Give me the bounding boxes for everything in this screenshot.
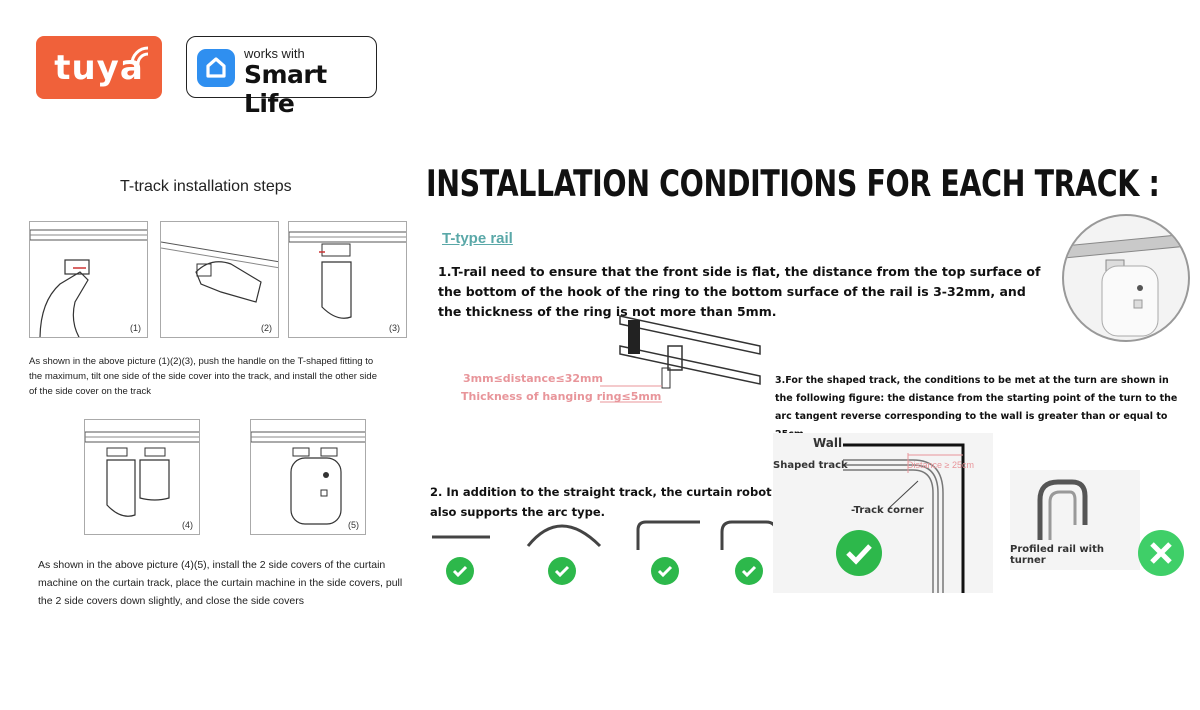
check-icon [735, 557, 763, 585]
step-3-illustration [288, 221, 407, 338]
step-4-illustration [84, 419, 200, 535]
distance-spec-label: 3mm≤distance≤32mm [463, 372, 603, 385]
condition-1-text: 1.T-rail need to ensure that the front side is flat, the distance from the top surface of the bottom of the hook of the ring to the bottom surface of the rail is 3-32mm, and the thickness of the ring is not more than 5mm. [438, 264, 1041, 319]
tuya-logo-text: tuya [54, 47, 144, 88]
step-1-drawing [30, 222, 148, 338]
step-2-drawing [161, 222, 279, 338]
distance-25cm-label: Distance ≥ 25cm [907, 460, 974, 470]
left-title: T-track installation steps [120, 178, 292, 195]
profiled-rail-drawing [1010, 470, 1140, 550]
profiled-rail-diagram [1010, 470, 1140, 570]
track-shapes [430, 510, 790, 560]
wall-label: Wall [813, 436, 843, 450]
check-icon [548, 557, 576, 585]
profiled-rail-label: Profiled rail with turner [1010, 544, 1104, 566]
l-track-shape [638, 522, 700, 550]
track-corner-label: -Track corner [851, 505, 924, 516]
wifi-arc-icon [128, 44, 152, 68]
shaped-track-check-icon [836, 530, 882, 576]
step-4-drawing [85, 420, 200, 535]
installation-conditions-title: INSTALLATION CONDITIONS FOR EACH TRACK : [426, 162, 1160, 205]
smart-life-home-icon [197, 49, 235, 87]
step-1-number: (1) [130, 323, 141, 333]
cross-icon [1138, 530, 1184, 576]
check-icon [651, 557, 679, 585]
shaped-track-diagram [773, 433, 993, 593]
step-3-number: (3) [389, 323, 400, 333]
curtain-robot-photo [1062, 214, 1190, 342]
step-1-illustration [29, 221, 148, 338]
condition-2-text: 2. In addition to the straight track, the curtain robot also supports the arc type. [430, 485, 772, 519]
check-icon [446, 557, 474, 585]
thickness-spec-label: Thickness of hanging ring≤5mm [461, 390, 662, 403]
step-5-drawing [251, 420, 366, 535]
step-2-illustration [160, 221, 279, 338]
arc-track-shape [528, 526, 600, 546]
step-5-number: (5) [348, 520, 359, 530]
step-3-drawing [289, 222, 407, 338]
u-track-shape [722, 522, 776, 550]
smart-life-badge [186, 36, 377, 118]
t-type-rail-heading: T-type rail [442, 230, 513, 247]
condition-3-text: 3.For the shaped track, the conditions to be met at the turn are shown in the following figure: the distance from the starting point of the turn to the arc tangent reverse corresponding to the wall is greater than or equal to [775, 375, 1178, 422]
curtain-robot-drawing [1064, 216, 1188, 340]
steps-4-5-description: As shown in the above picture (4)(5), install the 2 side covers of the curtain machine on the curtain track, place the curtain machine in the side covers, pull the 2 side covers down slightly, and close the side covers [38, 559, 403, 607]
step-5-illustration [250, 419, 366, 535]
steps-1-3-description: As shown in the above picture (1)(2)(3), push the handle on the T-shaped fitting to the maximum, tilt one side of the side cover into the track, and install the other side of the side cover on the track [29, 356, 377, 397]
tuya-logo [36, 36, 162, 99]
smart-life-small-text: works with [244, 46, 305, 61]
shaped-track-label: Shaped track [773, 460, 848, 471]
step-4-number: (4) [182, 520, 193, 530]
smart-life-big-text: Smart Life [244, 60, 327, 118]
step-2-number: (2) [261, 323, 272, 333]
